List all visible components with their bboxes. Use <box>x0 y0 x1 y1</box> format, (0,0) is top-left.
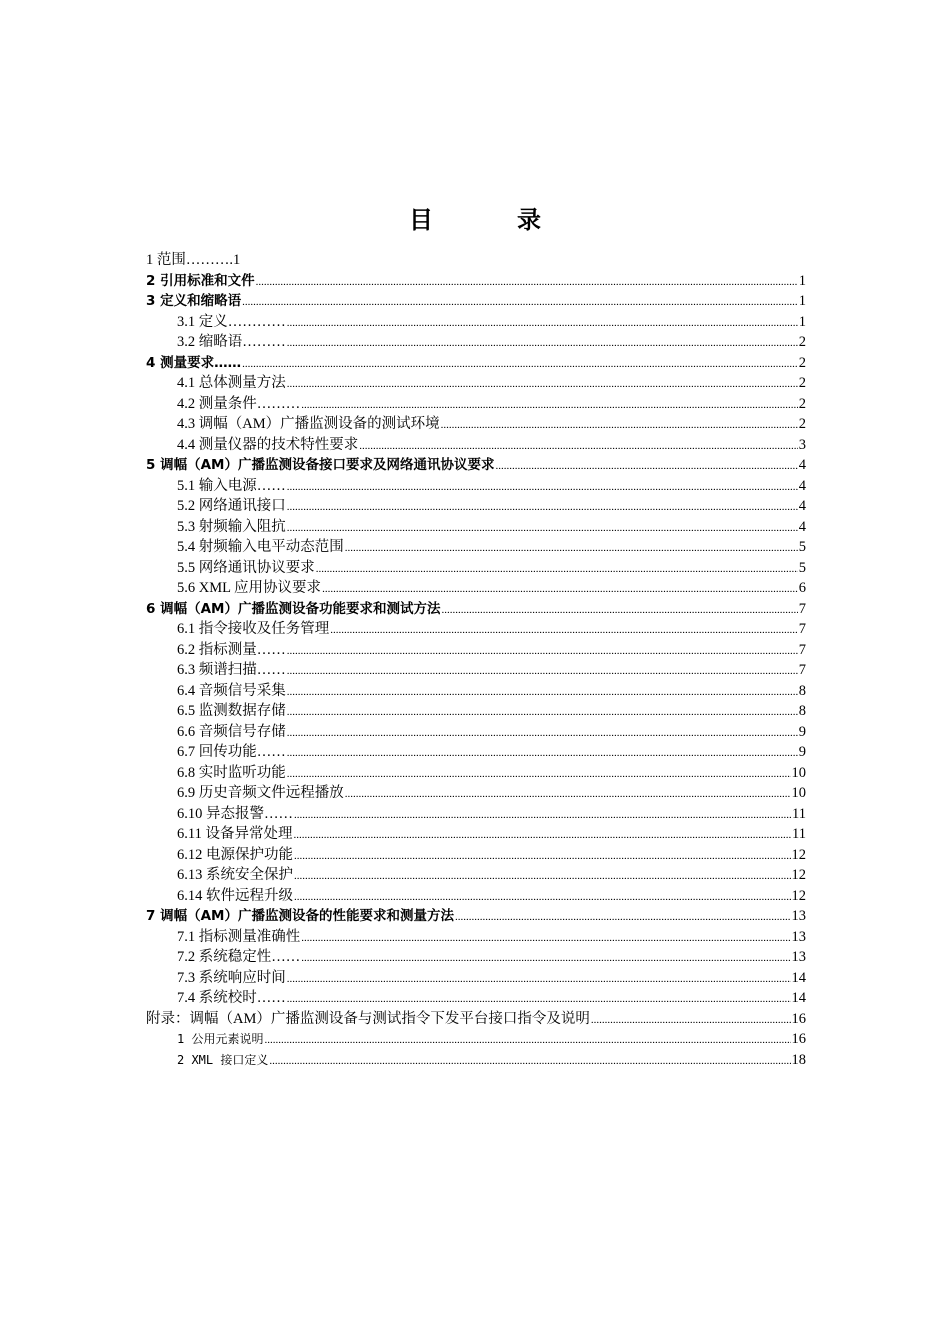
toc-entry[interactable] <box>146 701 806 722</box>
toc-dot-leader <box>591 1010 791 1031</box>
toc-entry-title: 7.3 系统响应时间 <box>177 969 286 986</box>
toc-entry-page: 1 <box>798 313 806 330</box>
toc-entry-page: 13 <box>791 908 806 924</box>
toc-entry-page: 10 <box>791 785 806 801</box>
toc-dot-leader <box>287 313 798 334</box>
toc-dot-leader <box>495 456 797 477</box>
toc-entry-page: 13 <box>791 949 806 965</box>
toc-entry[interactable] <box>146 312 806 333</box>
toc-entry-title: 2 XML 接口定义 <box>177 1052 269 1067</box>
toc-entry[interactable] <box>146 804 806 825</box>
toc-entry-title: 6.2 指标测量…… <box>177 641 286 658</box>
toc-dot-leader <box>269 1051 790 1072</box>
toc-dot-leader <box>301 928 790 949</box>
toc-entry-page: 14 <box>791 969 806 986</box>
toc-entry[interactable] <box>146 1050 806 1071</box>
toc-entry-page: 11 <box>792 826 806 842</box>
toc-dot-leader <box>345 538 798 559</box>
toc-entry[interactable] <box>146 353 806 374</box>
toc-entry-page: 7 <box>798 600 806 617</box>
toc-entry-page: 2 <box>798 375 806 391</box>
toc-entry-page: 10 <box>791 764 806 781</box>
toc-entry[interactable] <box>146 578 806 599</box>
toc-entry[interactable] <box>146 599 806 620</box>
toc-dot-leader <box>287 518 798 539</box>
toc-entry[interactable] <box>146 988 806 1009</box>
toc-entry-title: 6.5 监测数据存储 <box>177 703 286 719</box>
toc-entry-page: 2 <box>798 354 806 371</box>
toc-entry-title: 4.1 总体测量方法 <box>177 375 286 391</box>
toc-entry-title: 2 引用标准和文件 <box>146 272 255 289</box>
toc-entry-title: 4.3 调幅（AM）广播监测设备的测试环境 <box>177 416 440 432</box>
toc-entry-page: 18 <box>791 1051 806 1068</box>
toc-entry-page: 16 <box>791 1010 806 1027</box>
toc-dot-leader <box>287 641 798 662</box>
toc-entry-page: 8 <box>798 682 806 699</box>
toc-entry-page: 4 <box>798 498 806 514</box>
toc-entry[interactable] <box>146 537 806 558</box>
toc-dot-leader <box>322 579 798 600</box>
toc-entry-title: 4.4 测量仪器的技术特性要求 <box>177 436 359 453</box>
toc-dot-leader <box>316 559 798 580</box>
toc-dot-leader <box>264 1030 790 1051</box>
toc-entry[interactable] <box>146 414 806 435</box>
toc-entry-page: 2 <box>798 416 806 432</box>
toc-entry[interactable] <box>146 373 806 394</box>
toc-dot-leader <box>242 292 798 313</box>
toc-dot-leader <box>287 333 798 354</box>
toc-dot-leader <box>287 682 798 703</box>
toc-dot-leader <box>294 846 791 867</box>
toc-entry-title: 6.8 实时监听功能 <box>177 764 286 781</box>
toc-entry-title: 6.7 回传功能…… <box>177 744 286 760</box>
toc-dot-leader <box>455 907 791 928</box>
toc-dot-leader <box>293 825 791 846</box>
toc-dot-leader <box>242 354 798 375</box>
toc-entry[interactable] <box>146 619 806 640</box>
toc-entry-title: 5.3 射频输入阻抗 <box>177 518 286 535</box>
toc-entry-page: 6 <box>798 580 806 596</box>
toc-entry-page: 14 <box>791 990 806 1006</box>
toc-entry-page: 4 <box>798 518 806 535</box>
toc-entry[interactable] <box>146 947 806 968</box>
toc-entry[interactable] <box>146 435 806 456</box>
toc-entry-page: .1 <box>229 252 241 268</box>
toc-dot-leader <box>287 764 791 785</box>
toc-entry-page: 4 <box>798 457 806 473</box>
toc-entry-page: 5 <box>798 539 806 555</box>
toc-entry-page: 12 <box>791 846 806 863</box>
toc-entry-page: 13 <box>791 928 806 945</box>
toc-dot-leader <box>345 784 791 805</box>
toc-entry-title: 3.2 缩略语……… <box>177 334 286 350</box>
toc-entry[interactable] <box>146 291 806 312</box>
toc-dot-leader <box>330 620 798 641</box>
toc-dot-leader <box>359 436 798 457</box>
toc-entry-page: 2 <box>798 334 806 350</box>
toc-entry-page: 1 <box>798 272 806 289</box>
toc-entry[interactable] <box>146 681 806 702</box>
toc-entry-title: 3.1 定义………… <box>177 313 286 330</box>
toc-dot-leader <box>441 415 798 436</box>
toc-entry[interactable] <box>146 783 806 804</box>
toc-entry[interactable] <box>146 455 806 476</box>
toc-dot-leader <box>287 374 798 395</box>
toc-entry[interactable] <box>146 250 806 271</box>
toc-entry-page: 7 <box>798 641 806 658</box>
toc-entry[interactable] <box>146 332 806 353</box>
toc-entry-page: 11 <box>792 805 806 822</box>
toc-entry-title: 6.10 异态报警…… <box>177 805 293 822</box>
toc-entry[interactable] <box>146 865 806 886</box>
toc-entry-title: 7.2 系统稳定性…… <box>177 949 301 965</box>
toc-dot-leader <box>301 395 798 416</box>
toc-entry[interactable] <box>146 845 806 866</box>
toc-dot-leader <box>294 805 791 826</box>
toc-entry-title: 附录：调幅（AM）广播监测设备与测试指令下发平台接口指令及说明 <box>146 1010 590 1027</box>
toc-dot-leader <box>287 661 798 682</box>
toc-entry-title: 6.6 音频信号存储 <box>177 723 286 740</box>
toc-dot-leader <box>441 600 797 621</box>
toc-dot-leader <box>287 743 798 764</box>
toc-entry-page: 12 <box>791 887 806 904</box>
toc-entry-title: 6.3 频谱扫描…… <box>177 662 286 678</box>
toc-entry[interactable] <box>146 742 806 763</box>
toc-entry-title: 1 公用元素说明 <box>177 1032 264 1046</box>
toc-entry[interactable] <box>146 763 806 784</box>
toc-entry-title: 5 调幅（AM）广播监测设备接口要求及网络通讯协议要求 <box>146 457 495 473</box>
toc-entry-title: 5.4 射频输入电平动态范围 <box>177 539 344 555</box>
toc-entry-title: 4 测量要求…… <box>146 354 242 371</box>
toc-entry[interactable] <box>146 1029 806 1050</box>
toc-entry-title: 5.5 网络通讯协议要求 <box>177 559 315 576</box>
toc-entry-page: 12 <box>791 867 806 883</box>
toc-entry-title: 6.11 设备异常处理 <box>177 826 293 842</box>
toc-entry-title: 6.13 系统安全保护 <box>177 867 293 883</box>
toc-entry[interactable] <box>146 968 806 989</box>
toc-entry[interactable] <box>146 476 806 497</box>
toc-entry[interactable] <box>146 722 806 743</box>
toc-dot-leader <box>287 969 791 990</box>
table-of-contents <box>146 250 806 1070</box>
toc-dot-leader <box>287 723 798 744</box>
toc-entry[interactable] <box>146 558 806 579</box>
toc-entry-page: 9 <box>798 744 806 760</box>
toc-dot-leader <box>294 887 791 908</box>
toc-entry-title: 5.2 网络通讯接口 <box>177 498 286 514</box>
page-title: 目 录 <box>409 206 571 234</box>
toc-entry-title: 7.1 指标测量准确性 <box>177 928 301 945</box>
toc-entry-page: 7 <box>798 621 806 637</box>
toc-entry[interactable] <box>146 927 806 948</box>
toc-dot-leader <box>287 477 798 498</box>
toc-entry[interactable] <box>146 906 806 927</box>
toc-entry-title: 6 调幅（AM）广播监测设备功能要求和测试方法 <box>146 600 441 617</box>
toc-entry-page: 1 <box>798 293 806 309</box>
toc-entry-page: 16 <box>791 1031 806 1047</box>
toc-entry-page: 2 <box>798 395 806 412</box>
toc-entry-page: 4 <box>798 477 806 494</box>
toc-entry[interactable] <box>146 271 806 292</box>
toc-entry-title: 1 范围……… <box>146 252 230 268</box>
toc-entry-page: 8 <box>798 703 806 719</box>
toc-entry[interactable] <box>146 517 806 538</box>
toc-entry-title: 6.4 音频信号采集 <box>177 682 286 699</box>
toc-entry-page: 9 <box>798 723 806 740</box>
toc-dot-leader <box>294 866 791 887</box>
toc-entry[interactable] <box>146 496 806 517</box>
toc-entry[interactable] <box>146 394 806 415</box>
toc-entry-title: 4.2 测量条件……… <box>177 395 301 412</box>
toc-dot-leader <box>256 272 798 293</box>
toc-entry-title: 6.1 指令接收及任务管理 <box>177 621 330 637</box>
toc-entry-title: 5.6 XML 应用协议要求 <box>177 580 322 596</box>
toc-entry-title: 6.9 历史音频文件远程播放 <box>177 785 344 801</box>
toc-entry-page: 7 <box>798 662 806 678</box>
toc-entry-title: 3 定义和缩略语 <box>146 293 242 309</box>
toc-dot-leader <box>287 497 798 518</box>
toc-dot-leader <box>287 702 798 723</box>
toc-entry[interactable] <box>146 640 806 661</box>
toc-entry[interactable] <box>146 824 806 845</box>
toc-entry-title: 7.4 系统校时…… <box>177 990 286 1006</box>
toc-entry-page: 5 <box>798 559 806 576</box>
toc-entry-title: 5.1 输入电源…… <box>177 477 286 494</box>
toc-entry[interactable] <box>146 660 806 681</box>
toc-entry-title: 6.14 软件远程升级 <box>177 887 293 904</box>
toc-entry-title: 6.12 电源保护功能 <box>177 846 293 863</box>
toc-entry-page: 3 <box>798 436 806 453</box>
toc-entry[interactable] <box>146 886 806 907</box>
toc-entry[interactable] <box>146 1009 806 1030</box>
toc-entry-title: 7 调幅（AM）广播监测设备的性能要求和测量方法 <box>146 908 454 924</box>
toc-dot-leader <box>287 989 791 1010</box>
toc-dot-leader <box>301 948 790 969</box>
